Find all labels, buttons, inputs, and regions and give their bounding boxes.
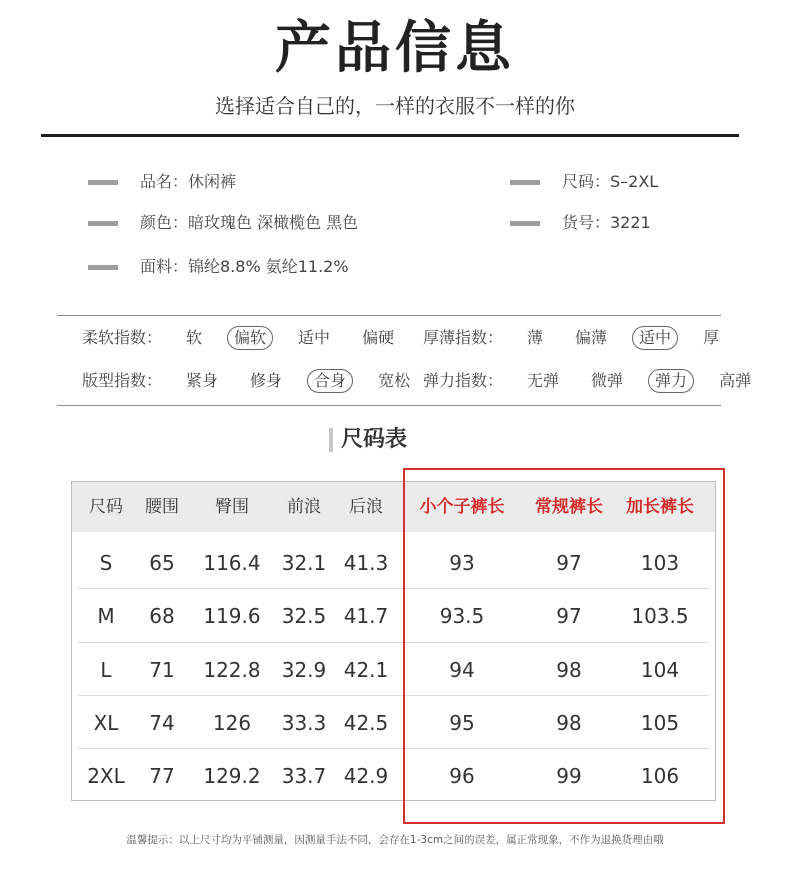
size-table-cell: 42.9 [343, 764, 389, 789]
size-table-cell: 32.9 [281, 657, 327, 682]
size-table-cell: 104 [640, 657, 680, 682]
index-softness [82, 324, 410, 352]
size-table-cell: 42.5 [343, 710, 389, 735]
size-table-cell: 103.5 [631, 604, 689, 629]
size-table-cell: 96 [449, 764, 475, 789]
size-table-cell: 41.7 [343, 604, 389, 629]
index-fit [82, 367, 426, 395]
page-title: 产品信息 [275, 16, 515, 81]
index-option: 合身 [307, 369, 353, 393]
dash-icon [510, 221, 540, 226]
size-table-cell: 65 [149, 551, 175, 575]
size-table-cell: 116.4 [203, 551, 261, 575]
size-table-cell: 33.7 [281, 764, 327, 789]
info-sku-text: 货号：3221 [562, 213, 651, 232]
size-table-cell: XL [93, 710, 119, 735]
index-option: 无弹 [527, 371, 560, 390]
index-option: 微弹 [591, 371, 624, 390]
index-elasticity [423, 367, 767, 395]
size-table-cell: 32.5 [281, 604, 327, 629]
size-table-cell: 97 [556, 551, 582, 575]
size-table-cell: 106 [640, 764, 680, 789]
info-size [510, 171, 658, 193]
size-table-header-cell: 前浪 [287, 497, 321, 517]
index-option: 软 [186, 328, 203, 347]
size-table-cell: 32.1 [281, 551, 327, 575]
index-option: 修身 [250, 371, 283, 390]
size-table-cell: 74 [149, 710, 175, 735]
size-table-cell: 94 [449, 657, 475, 682]
size-table-cell: 99 [556, 764, 582, 789]
size-table-cell: 97 [556, 604, 582, 629]
size-table-header-cell: 常规裤长 [535, 497, 603, 517]
dash-icon [88, 265, 118, 270]
dash-icon [88, 221, 118, 226]
index-option: 偏软 [227, 326, 273, 350]
size-table-cell: 68 [149, 604, 175, 629]
size-table-cell: 93 [449, 551, 475, 575]
size-table-cell: 41.3 [343, 551, 389, 575]
size-table-cell: 129.2 [203, 764, 261, 789]
size-table-header-cell: 小个子裤长 [419, 497, 505, 517]
info-fabric-text: 面料：锦纶8.8% 氨纶11.2% [140, 257, 349, 276]
size-table-cell: 98 [556, 657, 582, 682]
info-name-text: 品名：休闲裤 [140, 172, 237, 191]
info-color-text: 颜色：暗玫瑰色 深橄榄色 黑色 [140, 213, 359, 232]
size-table-cell: 103 [640, 551, 680, 575]
index-label: 弹力指数： [423, 371, 504, 390]
size-table-cell: 71 [149, 657, 175, 682]
index-label: 柔软指数： [82, 328, 163, 347]
index-thickness [423, 324, 735, 352]
size-table-cell: 98 [556, 710, 582, 735]
index-label: 版型指数： [82, 371, 163, 390]
index-option: 宽松 [378, 371, 411, 390]
length-highlight-box [403, 468, 725, 824]
size-table-header-cell: 腰围 [145, 497, 179, 517]
size-table-cell: 93.5 [439, 604, 485, 629]
header-divider [41, 134, 739, 137]
size-table-cell: 42.1 [343, 657, 389, 682]
size-table-cell: M [97, 604, 115, 629]
index-option: 高弹 [719, 371, 752, 390]
index-option: 适中 [298, 328, 331, 347]
size-table-cell: 77 [149, 764, 175, 789]
index-option: 厚 [703, 328, 720, 347]
size-table-cell: 126 [212, 710, 252, 735]
size-table-header-cell: 尺码 [89, 497, 123, 517]
size-table-cell: L [100, 657, 112, 682]
size-table-cell: 2XL [87, 764, 125, 789]
heading-bar-icon [329, 428, 333, 452]
index-label: 厚薄指数： [423, 328, 504, 347]
index-option: 适中 [632, 326, 678, 350]
size-table-header-cell: 加长裤长 [626, 497, 694, 517]
dash-icon [510, 180, 540, 185]
size-table-cell: 33.3 [281, 710, 327, 735]
index-divider-top [57, 315, 721, 316]
size-table-cell: S [99, 551, 113, 575]
size-table-cell: 122.8 [203, 657, 261, 682]
size-table-heading-text: 尺码表 [341, 427, 408, 452]
dash-icon [88, 180, 118, 185]
info-size-text: 尺码：S–2XL [562, 172, 659, 191]
size-table-cell: 105 [640, 710, 680, 735]
index-divider-bottom [57, 405, 721, 406]
info-color [88, 212, 358, 234]
info-name [88, 171, 236, 193]
info-sku [510, 212, 651, 234]
measurement-note: 温馨提示：以上尺寸均为平铺测量，因测量手法不同，会存在1-3cm之间的误差，属正常现象，不作为退换货理由哦 [126, 834, 664, 846]
index-option: 偏硬 [362, 328, 395, 347]
size-table-heading [329, 424, 407, 456]
info-fabric [88, 256, 349, 278]
size-table-header-cell: 后浪 [349, 497, 383, 517]
size-table-header-cell: 臀围 [215, 497, 249, 517]
index-option: 弹力 [648, 369, 694, 393]
size-table-cell: 95 [449, 710, 475, 735]
index-option: 偏薄 [575, 328, 608, 347]
page-subtitle: 选择适合自己的，一样的衣服不一样的你 [215, 94, 575, 118]
index-option: 紧身 [186, 371, 219, 390]
size-table-cell: 119.6 [203, 604, 261, 629]
index-option: 薄 [527, 328, 544, 347]
